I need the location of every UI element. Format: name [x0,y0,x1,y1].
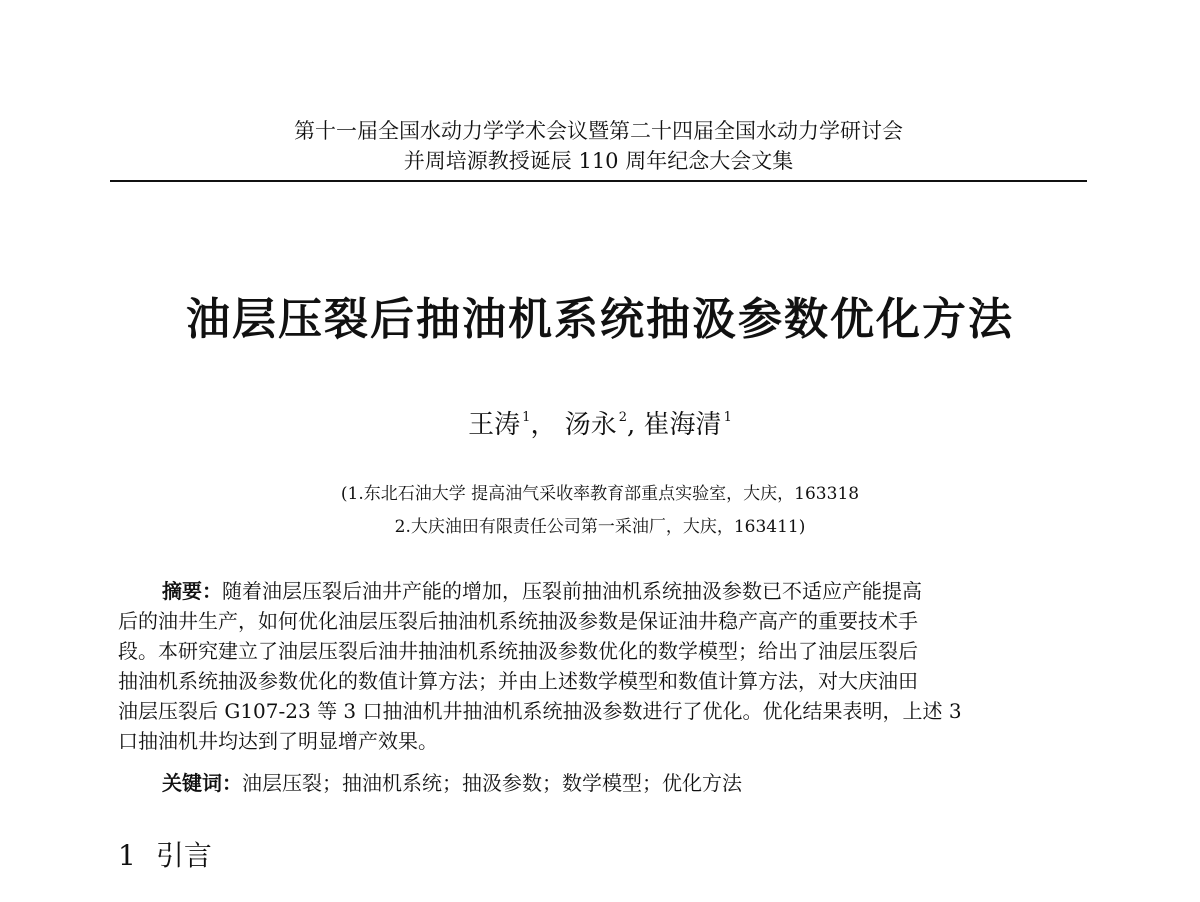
author-separator: , [627,410,636,440]
keywords-text: 油层压裂；抽油机系统；抽汲参数；数学模型；优化方法 [242,771,742,795]
section-number: 1 [118,839,136,872]
keywords [162,768,742,798]
abstract-line: 后的油井生产，如何优化油层压裂后抽油机系统抽汲参数是保证油井稳产高产的重要技术手 [118,609,918,633]
abstract-line: 段。本研究建立了油层压裂后油井抽油机系统抽汲参数优化的数学模型；给出了油层压裂后 [118,639,918,663]
affiliation-line-1: (1.东北石油大学 提高油气采收率教育部重点实验室，大庆，163318 [340,484,860,504]
paper-title: 油层压裂后抽油机系统抽汲参数优化方法 [186,294,1014,345]
abstract-colon: ： [202,579,222,603]
abstract-text: 随着油层压裂后油井产能的增加，压裂前抽油机系统抽汲参数已不适应产能提高 [222,579,922,603]
keywords-colon: ： [222,771,242,795]
author-name: 汤永 [564,410,617,440]
author-affiliation-mark: 2 [618,410,628,425]
section-heading [118,836,212,876]
affiliation-line-2: 2.大庆油田有限责任公司第一采油厂，大庆，163411) [394,517,806,537]
proceedings-header [110,116,1087,176]
abstract-line: 油层压裂后 G107-23 等 3 口抽油机井抽油机系统抽汲参数进行了优化。优化结果表明，上述 3 [118,699,962,723]
header-line-1: 第十一届全国水动力学学术会议暨第二十四届全国水动力学研讨会 [294,119,903,143]
abstract-line: 抽油机系统抽汲参数优化的数值计算方法；并由上述数学模型和数值计算方法，对大庆油田 [118,669,918,693]
abstract-label: 摘要 [162,579,202,603]
author-separator: ， [530,410,557,440]
abstract [118,576,1086,756]
header-line-2: 并周培源教授诞辰 110 周年纪念大会文集 [403,149,794,173]
author-name: 崔海清 [643,410,722,440]
author-list [0,400,1200,443]
header-divider [110,180,1087,182]
abstract-line: 口抽油机井均达到了明显增产效果。 [118,729,438,753]
section-title: 引言 [155,839,212,872]
author-name: 王涛 [468,410,521,440]
affiliations [0,478,1200,544]
author-affiliation-mark: 1 [522,410,531,425]
author-affiliation-mark: 1 [723,410,732,425]
abstract-line [118,576,1086,606]
keywords-label: 关键词 [162,771,222,795]
